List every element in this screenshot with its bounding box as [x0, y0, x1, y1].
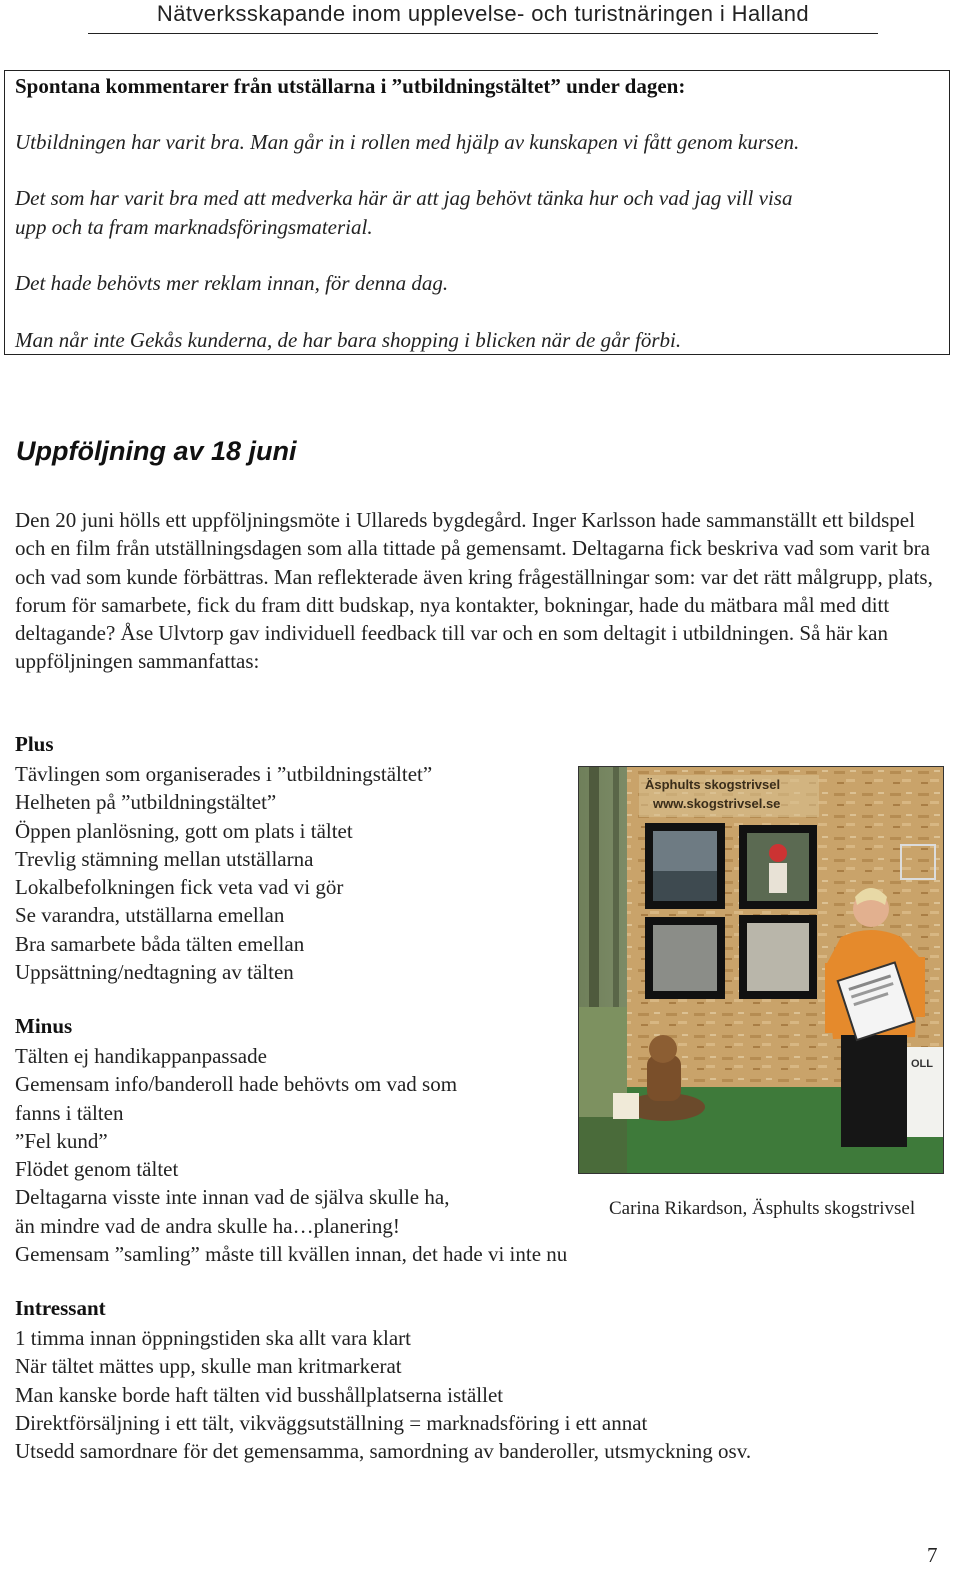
list-item: Flödet genom tältet	[15, 1157, 179, 1182]
svg-text:OLL: OLL	[911, 1058, 933, 1070]
list-item: Se varandra, utställarna emellan	[15, 903, 285, 928]
minus-list	[15, 1042, 567, 1268]
comments-title: Spontana kommentarer från utställarna i ”utbildningstältet” under dagen:	[15, 74, 686, 98]
list-item: Direktförsäljning i ett tält, vikväggsutställning = marknadsföring i ett annat	[15, 1410, 648, 1435]
list-item: 1 timma innan öppningstiden ska allt vara klart	[15, 1326, 411, 1350]
list-item: Tävlingen som organiserades i ”utbildningstältet”	[15, 762, 433, 786]
interesting-list	[15, 1324, 751, 1465]
list-item: Gemensam ”samling” måste till kvällen innan, det hade vi inte nu	[15, 1242, 568, 1267]
list-item: Uppsättning/nedtagning av tälten	[15, 960, 294, 985]
plus-list	[15, 760, 432, 986]
list-item: Bra samarbete båda tälten emellan	[15, 931, 305, 956]
list-item: Tälten ej handikappanpassade	[15, 1044, 267, 1068]
plus-heading: Plus	[15, 732, 54, 756]
list-item: Öppen planlösning, gott om plats i tältet	[15, 818, 353, 843]
interesting-heading: Intressant	[15, 1296, 106, 1320]
minus-heading: Minus	[15, 1014, 73, 1038]
list-item: Gemensam info/banderoll hade behövts om vad som	[15, 1072, 458, 1097]
list-item: Lokalbefolkningen fick veta vad vi gör	[15, 875, 344, 900]
comment-line: Man når inte Gekås kunderna, de har bara shopping i blicken när de går förbi.	[15, 328, 682, 352]
list-item: Deltagarna visste inte innan vad de själva skulle ha,	[15, 1185, 450, 1210]
comments-box	[4, 70, 950, 355]
list-item: När tältet mättes upp, skulle man kritmarkerat	[15, 1354, 402, 1379]
running-header: Nätverksskapande inom upplevelse- och turistnäringen i Halland	[88, 0, 878, 34]
exhibitor-photo	[578, 766, 944, 1174]
section-heading: Uppföljning av 18 juni	[16, 436, 297, 466]
booth-sign-line1: Äsphults skogstrivsel	[645, 777, 781, 792]
comment-line: Utbildningen har varit bra. Man går in i rollen med hjälp av kunskapen vi fått genom kursen.	[15, 130, 800, 154]
list-item: ”Fel kund”	[15, 1128, 108, 1153]
list-item: fanns i tälten	[15, 1100, 124, 1125]
comment-line: Det som har varit bra med att medverka här är att jag behövt tänka hur och vad jag vill visa	[15, 186, 793, 210]
list-item: Helheten på ”utbildningstältet”	[15, 790, 277, 815]
comment-line: Det hade behövts mer reklam innan, för denna dag.	[15, 271, 449, 295]
list-item: än mindre vad de andra skulle ha…planering!	[15, 1213, 400, 1238]
page-number: 7	[927, 1543, 938, 1567]
followup-paragraph: Den 20 juni hölls ett uppföljningsmöte i Ullareds bygdegård. Inger Karlsson hade sammanställt ett bildspel och en film från utställningsdagen som alla tittade på gemensamt. Deltagarna fick beskriva vad som varit bra och vad som kunde förbättras. Man reflekterade även kring frågeställningar som: var det rätt målgrupp, plats, forum för samarbete, fick du fram ditt budskap, nya kontakter, bokningar, hade du mätbara mål med ditt deltagande? Åse Ulvtorp gav individuell feedback till var och en som deltagit i utbildningen. Så här kan uppföljningen sammanfattas:	[15, 508, 933, 674]
list-item: Trevlig stämning mellan utställarna	[15, 846, 314, 871]
comment-line: upp och ta fram marknadsföringsmaterial.	[15, 215, 373, 239]
photo-caption: Carina Rikardson, Äsphults skogstrivsel	[609, 1198, 916, 1219]
booth-sign-line2: www.skogstrivsel.se	[653, 796, 781, 811]
list-item: Man kanske borde haft tälten vid busshållplatserna istället	[15, 1382, 504, 1407]
list-item: Utsedd samordnare för det gemensamma, samordning av banderoller, utsmyckning osv.	[15, 1439, 752, 1464]
